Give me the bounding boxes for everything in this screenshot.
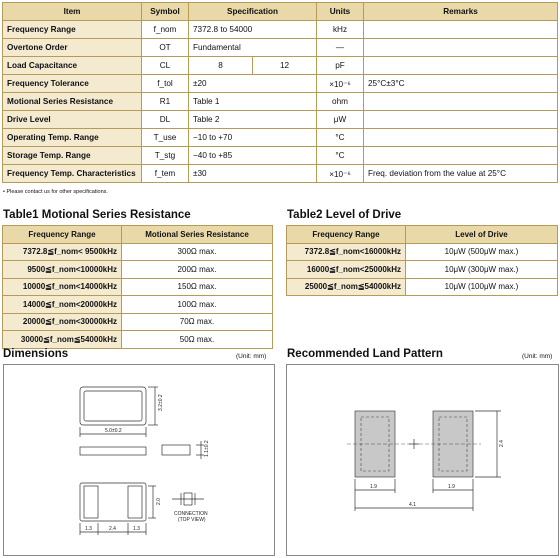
spec-remarks xyxy=(364,129,558,147)
connection-label: CONNECTION xyxy=(174,511,208,517)
land-pattern-svg xyxy=(287,365,558,555)
table1-range: 10000≦f_nom<14000kHz xyxy=(3,278,122,296)
spec-unit: °C xyxy=(317,129,364,147)
table2-value: 10μW (100μW max.) xyxy=(406,278,558,296)
spec-item: Motional Series Resistance xyxy=(3,93,142,111)
table1-value: 50Ω max. xyxy=(122,331,273,349)
spec-symbol: T_stg xyxy=(142,147,189,165)
table-row xyxy=(3,278,273,296)
spec-header-row xyxy=(3,3,558,21)
header-units: Units xyxy=(317,3,364,21)
table1-value: 200Ω max. xyxy=(122,261,273,279)
spec-value-b: 12 xyxy=(253,57,317,75)
spec-remarks xyxy=(364,111,558,129)
spec-row xyxy=(3,39,558,57)
table-row xyxy=(287,243,558,261)
spec-item: Frequency Temp. Characteristics xyxy=(3,165,142,183)
dim-b1: 1.3 xyxy=(85,526,92,532)
spec-item: Load Capacitance xyxy=(3,57,142,75)
spec-symbol: CL xyxy=(142,57,189,75)
table2-range: 16000≦f_nom<25000kHz xyxy=(287,261,406,279)
spec-symbol: f_tem xyxy=(142,165,189,183)
table1-value: 100Ω max. xyxy=(122,296,273,314)
table1-range: 7372.8≦f_nom< 9500kHz xyxy=(3,243,122,261)
spec-symbol: f_nom xyxy=(142,21,189,39)
header-remarks: Remarks xyxy=(364,3,558,21)
spec-symbol: R1 xyxy=(142,93,189,111)
spec-unit: kHz xyxy=(317,21,364,39)
spec-value: Table 2 xyxy=(189,111,317,129)
dimensions-title: Dimensions xyxy=(3,348,69,360)
package-bottom-outline xyxy=(80,483,146,521)
header-specification: Specification xyxy=(189,3,317,21)
spec-item: Overtone Order xyxy=(3,39,142,57)
top-view-label: (TOP VIEW) xyxy=(178,517,206,523)
table1-value: 70Ω max. xyxy=(122,313,273,331)
spec-symbol: f_tol xyxy=(142,75,189,93)
spec-item: Drive Level xyxy=(3,111,142,129)
table1-header-range: Frequency Range xyxy=(3,226,122,244)
spec-value: ±20 xyxy=(189,75,317,93)
spec-value: 7372.8 to 54000 xyxy=(189,21,317,39)
land-pattern-unit: (Unit: mm) xyxy=(522,353,553,360)
dim-b3: 1.3 xyxy=(133,526,140,532)
spec-unit: pF xyxy=(317,57,364,75)
header-symbol: Symbol xyxy=(142,3,189,21)
spec-unit: ×10⁻⁶ xyxy=(317,75,364,93)
land-width-right: 1.9 xyxy=(448,484,455,490)
land-pattern-drawing xyxy=(286,364,559,556)
table2-range: 25000≦f_nom≦54000kHz xyxy=(287,278,406,296)
spec-item: Frequency Range xyxy=(3,21,142,39)
spec-remarks xyxy=(364,147,558,165)
spec-value: −40 to +85 xyxy=(189,147,317,165)
table2-range: 7372.8≦f_nom<16000kHz xyxy=(287,243,406,261)
spec-row xyxy=(3,57,558,75)
spec-value-a: 8 xyxy=(189,57,253,75)
table-row xyxy=(3,331,273,349)
spec-row xyxy=(3,129,558,147)
package-bottom-pad-left xyxy=(84,486,98,518)
table2-value: 10μW (500μW max.) xyxy=(406,243,558,261)
dim-b2: 2.4 xyxy=(109,526,116,532)
dimensions-unit: (Unit: mm) xyxy=(236,353,267,360)
spec-remarks: Freq. deviation from the value at 25°C xyxy=(364,165,558,183)
spec-value: Table 1 xyxy=(189,93,317,111)
land-pattern-title: Recommended Land Pattern xyxy=(287,348,443,360)
spec-value: Fundamental xyxy=(189,39,317,57)
table-row xyxy=(3,261,273,279)
table-row xyxy=(3,243,273,261)
spec-item: Frequency Tolerance xyxy=(3,75,142,93)
spec-row xyxy=(3,111,558,129)
land-total-width: 4.1 xyxy=(409,502,416,508)
header-item: Item xyxy=(3,3,142,21)
dim-thickness: 1.1±0.2 xyxy=(204,440,210,457)
table1-value: 300Ω max. xyxy=(122,243,273,261)
spec-symbol: DL xyxy=(142,111,189,129)
spec-value: −10 to +70 xyxy=(189,129,317,147)
spec-symbol: OT xyxy=(142,39,189,57)
package-top-inner xyxy=(84,391,142,421)
package-top-outline xyxy=(80,387,146,425)
spec-remarks xyxy=(364,39,558,57)
land-width-left: 1.9 xyxy=(370,484,377,490)
table1-header-row xyxy=(3,226,273,244)
dimensions-drawing xyxy=(3,364,275,556)
table1-range: 9500≦f_nom<10000kHz xyxy=(3,261,122,279)
spec-item: Storage Temp. Range xyxy=(3,147,142,165)
table2-header-value: Level of Drive xyxy=(406,226,558,244)
spec-table xyxy=(2,2,558,183)
spec-value: ±30 xyxy=(189,165,317,183)
table-row xyxy=(287,261,558,279)
land-height: 2.4 xyxy=(499,440,505,447)
table-row xyxy=(3,313,273,331)
table2-header-row xyxy=(287,226,558,244)
package-side-front xyxy=(80,447,146,455)
spec-unit: μW xyxy=(317,111,364,129)
spec-row xyxy=(3,165,558,183)
dim-pad-height: 2.0 xyxy=(156,498,162,505)
table2 xyxy=(286,225,558,296)
spec-unit: — xyxy=(317,39,364,57)
spec-note: • Please contact us for other specifications. xyxy=(3,189,108,195)
spec-row xyxy=(3,75,558,93)
package-bottom-pad-right xyxy=(128,486,142,518)
dimensions-svg xyxy=(4,365,274,555)
table1-range: 14000≦f_nom<20000kHz xyxy=(3,296,122,314)
spec-row xyxy=(3,21,558,39)
table1 xyxy=(2,225,273,349)
spec-remarks: 25°C±3°C xyxy=(364,75,558,93)
spec-unit: °C xyxy=(317,147,364,165)
spec-unit: ×10⁻⁶ xyxy=(317,165,364,183)
spec-remarks xyxy=(364,21,558,39)
spec-remarks xyxy=(364,57,558,75)
table-row xyxy=(3,296,273,314)
spec-item: Operating Temp. Range xyxy=(3,129,142,147)
table1-header-value: Motional Series Resistance xyxy=(122,226,273,244)
spec-unit: ohm xyxy=(317,93,364,111)
spec-row xyxy=(3,147,558,165)
table2-value: 10μW (300μW max.) xyxy=(406,261,558,279)
dim-height: 3.2±0.2 xyxy=(158,394,164,411)
dim-width: 5.0±0.2 xyxy=(105,428,122,434)
table1-range: 30000≦f_nom≦54000kHz xyxy=(3,331,122,349)
table2-header-range: Frequency Range xyxy=(287,226,406,244)
table1-title: Table1 Motional Series Resistance xyxy=(3,209,191,221)
spec-symbol: T_use xyxy=(142,129,189,147)
spec-remarks xyxy=(364,93,558,111)
spec-row xyxy=(3,93,558,111)
table1-value: 150Ω max. xyxy=(122,278,273,296)
package-side-end xyxy=(162,445,190,455)
table2-title: Table2 Level of Drive xyxy=(287,209,402,221)
table1-range: 20000≦f_nom<30000kHz xyxy=(3,313,122,331)
table-row xyxy=(287,278,558,296)
